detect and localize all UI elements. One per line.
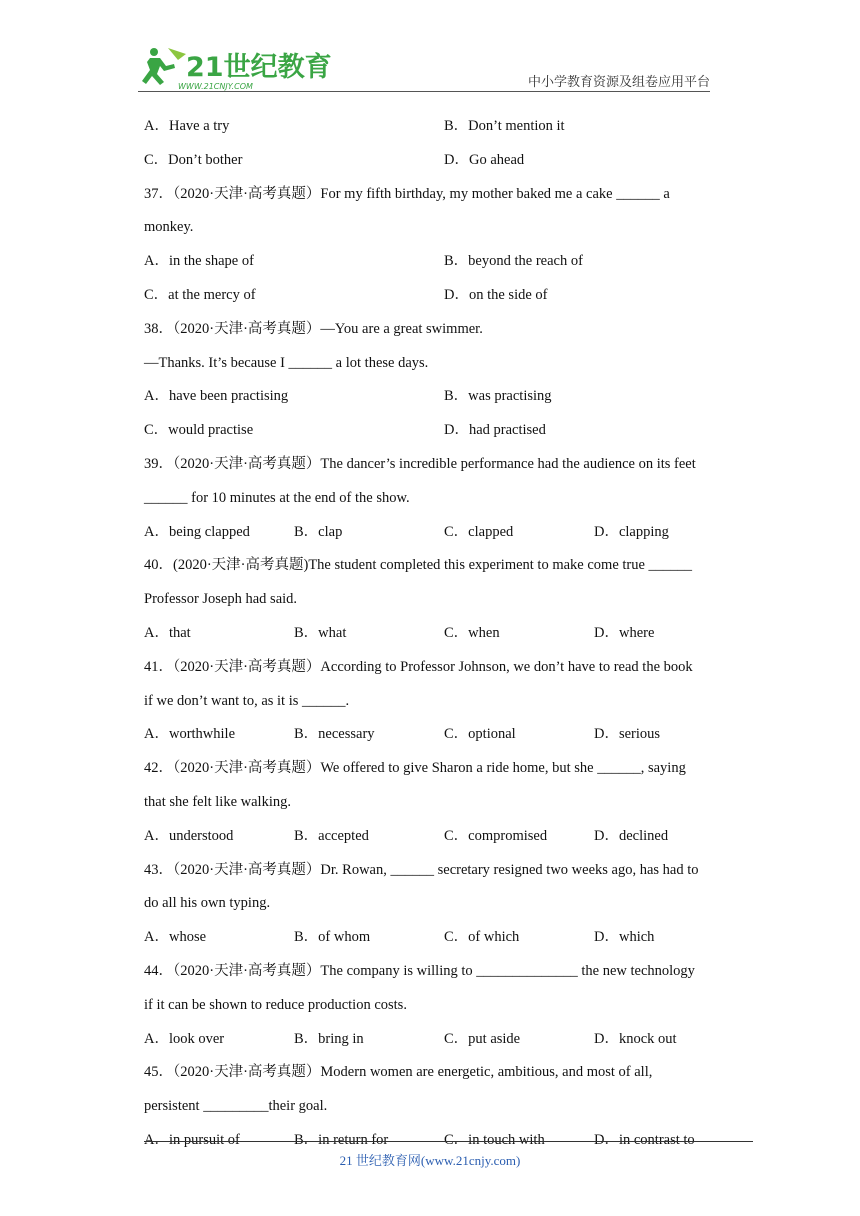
- answer-option: A．that: [144, 624, 191, 641]
- option-row: [144, 245, 724, 279]
- option-row: [144, 279, 724, 313]
- answer-option: B．bring in: [294, 1030, 364, 1047]
- question-stem: 42．（2020·天津·高考真题）We offered to give Sharon a ride home, but she ______, saying: [144, 760, 686, 777]
- question-stem-continued: do all his own typing.: [144, 895, 271, 912]
- answer-option: B．beyond the reach of: [444, 253, 583, 270]
- answer-option: B．clap: [294, 523, 343, 540]
- answer-option: B．necessary: [294, 726, 375, 743]
- runner-icon: [142, 48, 186, 85]
- answer-option: A．look over: [144, 1030, 225, 1047]
- answer-option: A．understood: [144, 827, 234, 844]
- answer-option: B．of whom: [294, 929, 371, 946]
- answer-option: D．which: [594, 929, 655, 946]
- answer-option: A．have been practising: [144, 388, 289, 405]
- answer-option: B．Don’t mention it: [444, 118, 565, 134]
- option-row: [144, 718, 724, 752]
- question-stem: 38．（2020·天津·高考真题）—You are a great swimmer.: [144, 320, 483, 337]
- question-list: [144, 110, 724, 1158]
- answer-option: D．had practised: [444, 422, 546, 439]
- answer-option: D．in contrast to: [594, 1131, 695, 1148]
- option-row: [144, 617, 724, 651]
- logo-url: WWW.21CNJY.COM: [178, 82, 253, 91]
- answer-option: A．worthwhile: [144, 726, 236, 743]
- answer-option: B．was practising: [444, 388, 552, 405]
- question-stem-continued: if it can be shown to reduce production costs.: [144, 996, 407, 1013]
- answer-option: C．put aside: [444, 1030, 521, 1047]
- answer-option: A．in pursuit of: [144, 1131, 240, 1148]
- answer-option: C．in touch with: [444, 1131, 545, 1148]
- answer-option: A．being clapped: [144, 523, 250, 540]
- option-row: [144, 921, 724, 955]
- question-stem-continued: if we don’t want to, as it is ______.: [144, 692, 350, 709]
- option-row: [144, 414, 724, 448]
- answer-option: A．whose: [144, 929, 207, 946]
- answer-option: A．Have a try: [144, 118, 230, 134]
- answer-option: C．compromised: [444, 827, 548, 844]
- option-row: [144, 820, 724, 854]
- answer-option: C．optional: [444, 726, 516, 743]
- question-stem: 45．（2020·天津·高考真题）Modern women are energetic, ambitious, and most of all,: [144, 1064, 653, 1081]
- footer-text: 21 世纪教育网(www.21cnjy.com): [339, 1153, 521, 1168]
- option-row: [144, 110, 724, 144]
- answer-option: C．would practise: [144, 422, 254, 439]
- answer-option: C．when: [444, 624, 500, 641]
- answer-option: C．Don’t bother: [144, 151, 243, 168]
- answer-option: D．serious: [594, 726, 661, 743]
- answer-option: C．clapped: [444, 523, 514, 540]
- answer-option: C．at the mercy of: [144, 286, 256, 303]
- question-stem-continued: ______ for 10 minutes at the end of the show.: [144, 489, 410, 506]
- header-divider: [138, 91, 710, 92]
- answer-option: D．declined: [594, 827, 669, 844]
- logo: [138, 44, 332, 91]
- answer-option: B．what: [294, 624, 347, 641]
- question-stem: 39．（2020·天津·高考真题）The dancer’s incredible performance had the audience on its feet: [144, 455, 696, 472]
- footer-divider: [144, 1141, 753, 1142]
- answer-option: A．in the shape of: [144, 253, 254, 270]
- question-stem: 41．（2020·天津·高考真题）According to Professor Johnson, we don’t have to read the book: [144, 658, 693, 675]
- question-stem: 43．（2020·天津·高考真题）Dr. Rowan, ______ secretary resigned two weeks ago, has had to: [144, 861, 699, 878]
- logo-text: 21世纪教育: [186, 52, 332, 83]
- answer-option: D．Go ahead: [444, 151, 525, 168]
- option-row: [144, 1023, 724, 1057]
- answer-option: D．knock out: [594, 1030, 677, 1047]
- platform-name: 中小学教育资源及组卷应用平台: [527, 75, 710, 90]
- page-header: [138, 40, 710, 92]
- question-stem: 37．（2020·天津·高考真题）For my fifth birthday, my mother baked me a cake ______ a: [144, 185, 670, 202]
- question-stem: 40．(2020·天津·高考真题)The student completed this experiment to make come true ______: [144, 557, 693, 574]
- question-stem-continued: Professor Joseph had said.: [144, 591, 298, 608]
- question-stem: 44．（2020·天津·高考真题）The company is willing to ______________ the new technology: [144, 962, 695, 979]
- question-stem-continued: monkey.: [144, 219, 194, 236]
- question-stem-continued: persistent _________their goal.: [144, 1098, 328, 1115]
- question-stem-continued: that she felt like walking.: [144, 793, 291, 810]
- answer-option: B．in return for: [294, 1131, 389, 1148]
- option-row: [144, 516, 724, 550]
- option-row: [144, 144, 724, 178]
- question-stem-continued: —Thanks. It’s because I ______ a lot these days.: [144, 354, 429, 371]
- answer-option: D．clapping: [594, 523, 669, 540]
- answer-option: B．accepted: [294, 827, 369, 844]
- option-row: [144, 380, 724, 414]
- answer-option: D．where: [594, 624, 655, 641]
- answer-option: D．on the side of: [444, 286, 548, 303]
- answer-option: C．of which: [444, 929, 520, 946]
